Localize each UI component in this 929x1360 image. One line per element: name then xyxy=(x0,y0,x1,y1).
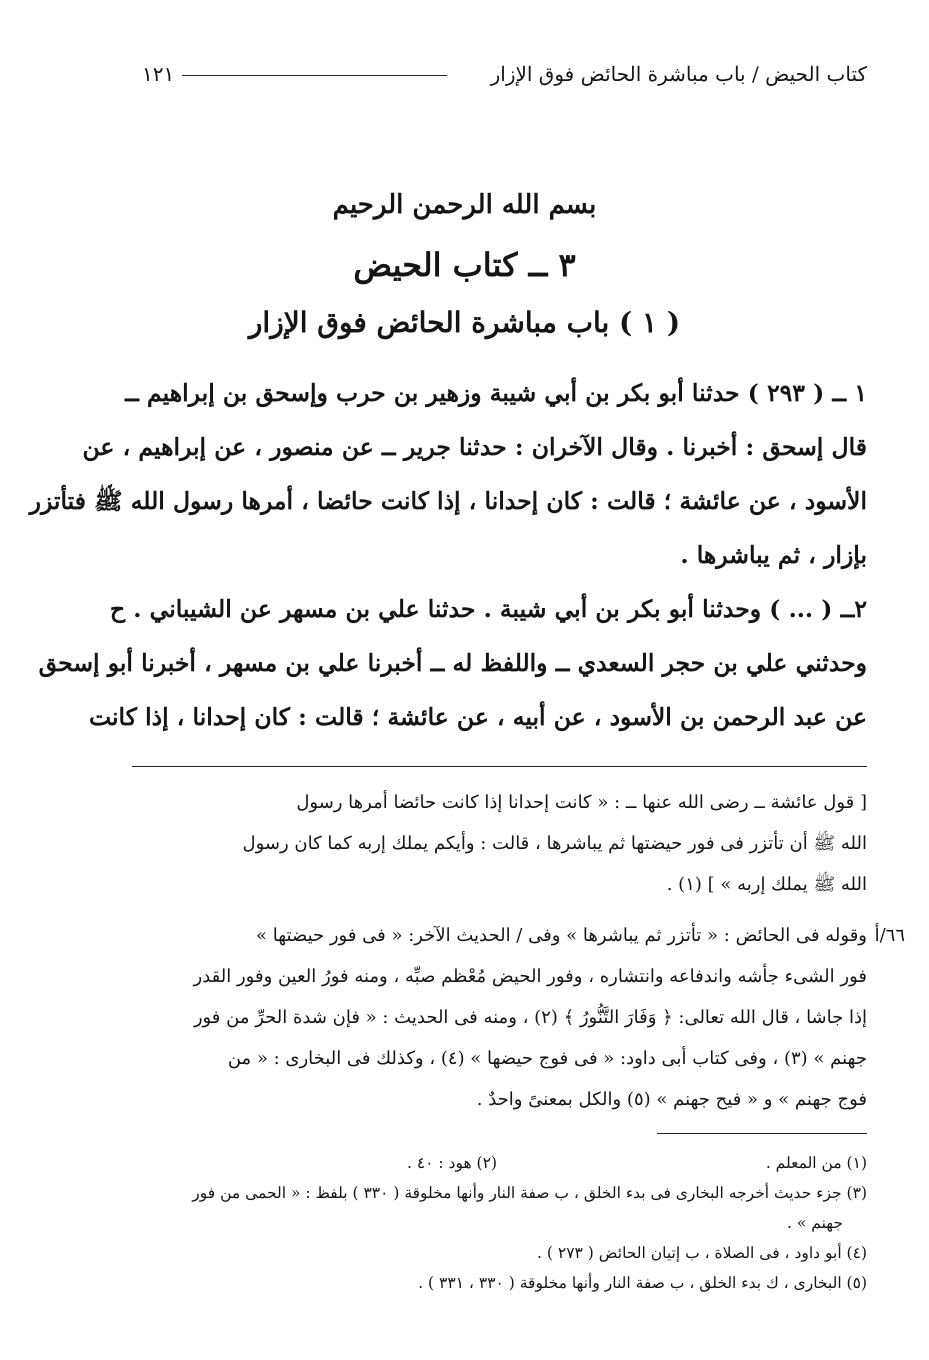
footnote-rule xyxy=(657,1133,867,1134)
footnote-3-continued: جهنم » . xyxy=(787,1214,843,1232)
running-title: كتاب الحيض / باب مباشرة الحائض فوق الإزار xyxy=(490,62,867,86)
commentary-line: فوج جهنم » و « فيح جهنم » (٥) والكل بمعنىً واحدٌ . xyxy=(476,1089,867,1110)
commentary-line: فور الشىء جأشه واندفاعه وانتشاره ، وفور الحيض مُعْظم صبِّه ، ومنه فورُ العين وفور القدر xyxy=(193,966,867,987)
commentary-line: جهنم » (٣) ، وفى كتاب أبى داود: « فى فوج حيضها » (٤) ، وكذلك فى البخارى : « من xyxy=(227,1048,867,1069)
hadith-line: ١ ــ ( ٢٩٣ ) حدثنا أبو بكر بن أبي شيبة وزهير بن حرب وإسحق بن إبراهيم ــ xyxy=(125,379,867,407)
footnote-1: (١) من المعلم . xyxy=(765,1154,867,1172)
footnote-2: (٢) هود : ٤٠ . xyxy=(406,1154,497,1172)
header-rule xyxy=(182,75,447,76)
running-header xyxy=(142,62,867,92)
margin-reference: ٦٦/أ xyxy=(874,925,905,946)
hadith-line: قال إسحق : أخبرنا . وقال الآخران : حدثنا جرير ــ عن منصور ، عن إبراهيم ، عن xyxy=(82,433,867,461)
hadith-2 xyxy=(38,582,867,744)
commentary-line: الله ﷺ أن تأتزر فى فور حيضتها ثم يباشرها ، قالت : وأيكم يملك إربه كما كان رسول xyxy=(242,833,867,854)
chapter-title: ( ١ ) باب مباشرة الحائض فوق الإزار xyxy=(248,306,681,339)
book-title: ٣ ــ كتاب الحيض xyxy=(353,246,576,284)
commentary-explanation xyxy=(132,915,867,1120)
hadith-1 xyxy=(29,366,867,582)
hadith-line: وحدثني علي بن حجر السعدي ــ واللفظ له ــ أخبرنا علي بن مسهر ، أخبرنا أبو إسحق xyxy=(38,649,867,677)
footnote-line xyxy=(132,1148,867,1178)
commentary-line: إذا جاشا ، قال الله تعالى: ﴿ وَفَارَ التَّنُّورُ ﴾ (٢) ، ومنه فى الحديث : « فإن شدة الحرِّ من فور xyxy=(193,1007,867,1028)
hadith-line: ٢ــ ( ... ) وحدثنا أبو بكر بن أبي شيبة . حدثنا علي بن مسهر عن الشيباني . ح xyxy=(109,595,867,623)
footnote-3: (٣) جزء حديث أخرجه البخارى فى بدء الخلق ، ب صفة النار وأنها مخلوقة ( ٣٣٠ ) بلفظ : « الحمى من فور xyxy=(192,1184,867,1202)
footnotes xyxy=(132,1148,867,1298)
footnote-4: (٤) أبو داود ، فى الصلاة ، ب إتيان الحائض ( ٢٧٣ ) . xyxy=(537,1244,867,1262)
footnote-5: (٥) البخارى ، ك بدء الخلق ، ب صفة النار وأنها مخلوقة ( ٣٣٠ ، ٣٣١ ) . xyxy=(418,1274,867,1292)
hadith-line: الأسود ، عن عائشة ؛ قالت : كان إحدانا ، إذا كانت حائضا ، أمرها رسول الله ﷺ فتأتزر xyxy=(29,487,867,515)
commentary-line: وقوله فى الحائض : « تأتزر ثم يباشرها » وفى / الحديث الآخر: « فى فور حيضتها » xyxy=(256,925,867,946)
commentary-quote xyxy=(132,782,867,905)
commentary-line: [ قول عائشة ــ رضى الله عنها ــ : « كانت إحدانا إذا كانت حائضا أمرها رسول xyxy=(296,792,867,813)
basmala: بسم الله الرحمن الرحيم xyxy=(332,190,597,220)
section-divider xyxy=(132,766,867,767)
hadith-line: عن عبد الرحمن بن الأسود ، عن أبيه ، عن عائشة ؛ قالت : كان إحدانا ، إذا كانت xyxy=(88,703,867,731)
hadith-line: بإزار ، ثم يباشرها . xyxy=(680,541,867,569)
commentary-line: الله ﷺ يملك إربه » ] (١) . xyxy=(666,874,867,895)
page-number: ١٢١ xyxy=(142,62,175,86)
